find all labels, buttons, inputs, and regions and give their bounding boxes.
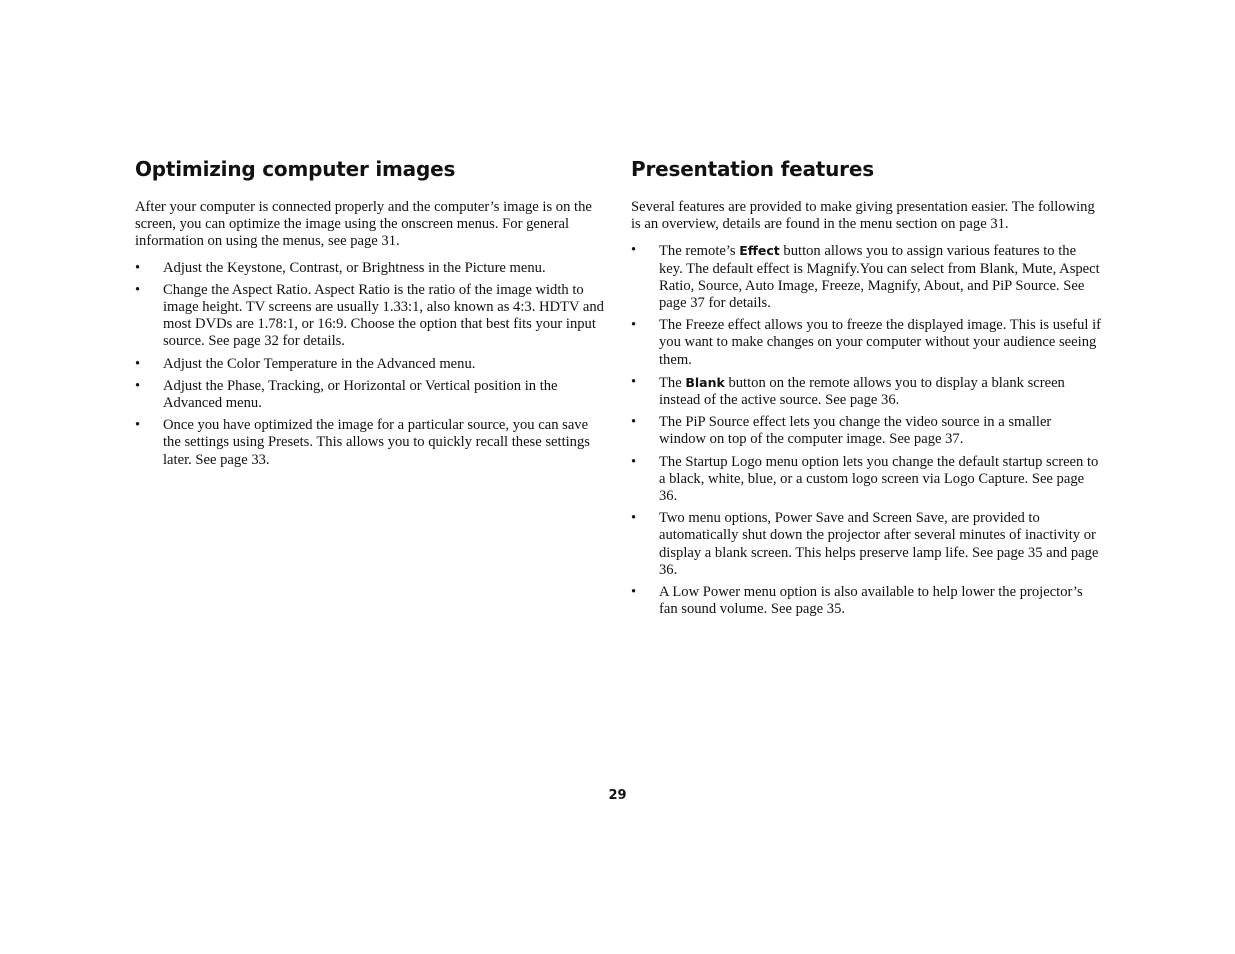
list-item: [135, 378, 607, 412]
bullet-icon: •: [631, 453, 637, 470]
list-item-text: Adjust the Color Temperature in the Advanced menu.: [163, 355, 476, 372]
list-item-text: The Freeze effect allows you to freeze the displayed image. This is useful if you want to make changes on your computer without your audience seeing them.: [659, 317, 1101, 368]
bullet-list: [631, 242, 1101, 618]
list-item-text: Change the Aspect Ratio. Aspect Ratio is the ratio of the image width to image height. TV screens are usually 1.33:1, also known as 4:3. HDTV and most DVDs are 1.78:1, or 16:9. Choose the option that best fits your input source. See page 32 for details.: [163, 281, 604, 350]
section-intro: Several features are provided to make giving presentation easier. The following is an overview, details are found in the menu section on page 31.: [631, 199, 1095, 233]
list-item: [631, 584, 1101, 618]
list-item-text: The Startup Logo menu option lets you change the default startup screen to a black, white, blue, or a custom logo screen via Logo Capture. See page 36.: [659, 453, 1099, 505]
list-item: [135, 260, 607, 277]
list-item-text-after: button allows you to assign various features to the key. The default effect is Magnify.You can select from Blank, Mute, Aspect Ratio, Source, Auto Image, Freeze, Magnify, About, and PiP Source. See page 37 for details.: [659, 243, 1100, 312]
bullet-icon: •: [135, 355, 141, 372]
list-item-text: Once you have optimized the image for a particular source, you can save the settings using Presets. This allows you to quickly recall these settings later. See page 33.: [163, 417, 590, 468]
bullet-icon: •: [135, 259, 141, 276]
list-item-text-before: The: [659, 374, 686, 391]
list-item-text-before: The remote’s: [659, 243, 740, 260]
list-item: [135, 417, 607, 469]
list-item: [135, 356, 607, 373]
effect-button-label: Effect: [739, 243, 780, 259]
list-item-text: Adjust the Phase, Tracking, or Horizontal or Vertical position in the Advanced menu.: [163, 377, 558, 412]
bullet-icon: •: [135, 417, 141, 434]
bullet-icon: •: [631, 373, 637, 390]
list-item-text: Two menu options, Power Save and Screen Save, are provided to automatically shut down the projector after several minutes of inactivity or display a blank screen. This helps preserve lamp life. See page 35 and page 36.: [659, 510, 1099, 578]
bullet-list: [135, 260, 607, 469]
list-item: [631, 454, 1101, 506]
list-item: [135, 282, 607, 351]
bullet-icon: •: [135, 377, 141, 394]
bullet-icon: •: [631, 317, 637, 334]
page-number: 29: [608, 788, 627, 803]
section-intro: After your computer is connected properly and the computer’s image is on the screen, you can optimize the image using the onscreen menus. For general information on using the menus, see page 31.: [135, 199, 592, 250]
list-item-text: A Low Power menu option is also available to help lower the projector’s fan sound volume. See page 35.: [659, 584, 1083, 618]
bullet-icon: •: [631, 510, 637, 527]
bullet-icon: •: [631, 414, 637, 431]
presentation-section: [631, 154, 1101, 623]
bullet-icon: •: [631, 242, 637, 259]
list-item: [631, 414, 1101, 448]
bullet-icon: •: [135, 281, 141, 298]
list-item-text-after: button on the remote allows you to display a blank screen instead of the active source. See page 36.: [659, 374, 1065, 409]
list-item-text: The PiP Source effect lets you change the video source in a smaller window on top of the computer image. See page 37.: [659, 414, 1052, 448]
blank-button-label: Blank: [685, 374, 725, 390]
list-item: [631, 242, 1101, 312]
optimizing-section: [135, 154, 607, 474]
list-item-text: Adjust the Keystone, Contrast, or Brightness in the Picture menu.: [163, 259, 546, 276]
bullet-icon: •: [631, 584, 637, 601]
list-item: [631, 317, 1101, 369]
section-heading: Optimizing computer images: [135, 157, 456, 181]
section-heading: Presentation features: [631, 157, 874, 181]
list-item: [631, 510, 1101, 579]
list-item: [631, 374, 1101, 409]
